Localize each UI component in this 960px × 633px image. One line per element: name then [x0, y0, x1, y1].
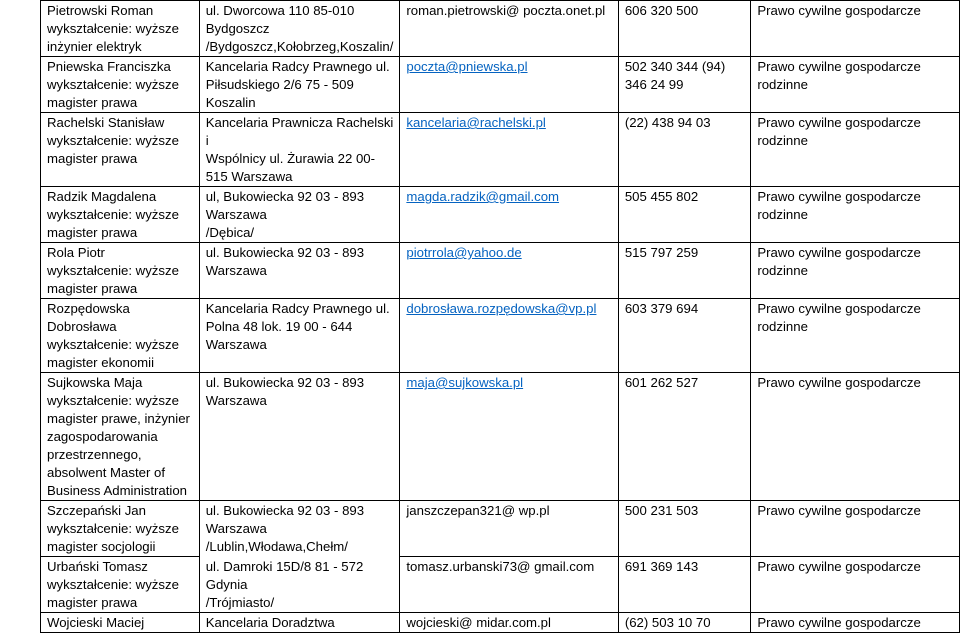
address-cell: Kancelaria Prawnicza Rachelski i Wspólnicy ul. Żurawia 22 00- 515 Warszawa: [199, 113, 400, 187]
name-cell: Urbański Tomasz wykształcenie: wyższe magister prawa: [41, 557, 200, 613]
name-cell: Pietrowski Roman wykształcenie: wyższe inżynier elektryk: [41, 1, 200, 57]
name-cell: Rachelski Stanisław wykształcenie: wyższe magister prawa: [41, 113, 200, 187]
phone-cell: 502 340 344 (94) 346 24 99: [618, 57, 751, 113]
phone-cell: 505 455 802: [618, 187, 751, 243]
address-cell: Kancelaria Doradztwa: [199, 613, 400, 633]
name-cell: Rozpędowska Dobrosława wykształcenie: wyższe magister ekonomii: [41, 299, 200, 373]
address-cell: Kancelaria Radcy Prawnego ul. Piłsudskiego 2/6 75 - 509 Koszalin: [199, 57, 400, 113]
lawyers-table: [40, 0, 960, 633]
address-cell: Kancelaria Radcy Prawnego ul. Polna 48 lok. 19 00 - 644 Warszawa: [199, 299, 400, 373]
specialization-cell: Prawo cywilne gospodarcze: [751, 613, 960, 633]
table-row: [41, 557, 960, 613]
address-cell: ul. Damroki 15D/8 81 - 572 Gdynia /Trójmiasto/: [199, 557, 400, 613]
name-cell: Wojcieski Maciej: [41, 613, 200, 633]
email-cell[interactable]: piotrrola@yahoo.de: [400, 243, 618, 299]
phone-cell: 601 262 527: [618, 373, 751, 501]
specialization-cell: Prawo cywilne gospodarcze: [751, 557, 960, 613]
phone-cell: 500 231 503: [618, 501, 751, 557]
phone-cell: 515 797 259: [618, 243, 751, 299]
phone-cell: 691 369 143: [618, 557, 751, 613]
email-cell: wojcieski@ midar.com.pl: [400, 613, 618, 633]
table-row: [41, 373, 960, 501]
name-cell: Sujkowska Maja wykształcenie: wyższe magister prawe, inżynier zagospodarowania przestrzennego, absolwent Master of Business Administration: [41, 373, 200, 501]
address-cell: ul. Bukowiecka 92 03 - 893 Warszawa: [199, 373, 400, 501]
specialization-cell: Prawo cywilne gospodarcze rodzinne: [751, 299, 960, 373]
name-cell: Pniewska Franciszka wykształcenie: wyższe magister prawa: [41, 57, 200, 113]
specialization-cell: Prawo cywilne gospodarcze rodzinne: [751, 243, 960, 299]
address-cell: ul. Dworcowa 110 85-010 Bydgoszcz /Bydgoszcz,Kołobrzeg,Koszalin/: [199, 1, 400, 57]
table-row: [41, 113, 960, 187]
table-row: [41, 613, 960, 633]
specialization-cell: Prawo cywilne gospodarcze: [751, 373, 960, 501]
specialization-cell: Prawo cywilne gospodarcze rodzinne: [751, 57, 960, 113]
specialization-cell: Prawo cywilne gospodarcze rodzinne: [751, 187, 960, 243]
phone-cell: 606 320 500: [618, 1, 751, 57]
phone-cell: (62) 503 10 70: [618, 613, 751, 633]
name-cell: Rola Piotr wykształcenie: wyższe magister prawa: [41, 243, 200, 299]
table-row: [41, 299, 960, 373]
name-cell: Radzik Magdalena wykształcenie: wyższe magister prawa: [41, 187, 200, 243]
email-cell: janszczepan321@ wp.pl: [400, 501, 618, 557]
email-cell: roman.pietrowski@ poczta.onet.pl: [400, 1, 618, 57]
email-cell[interactable]: magda.radzik@gmail.com: [400, 187, 618, 243]
specialization-cell: Prawo cywilne gospodarcze: [751, 1, 960, 57]
table-row: [41, 187, 960, 243]
phone-cell: (22) 438 94 03: [618, 113, 751, 187]
email-cell[interactable]: maja@sujkowska.pl: [400, 373, 618, 501]
address-cell: ul. Bukowiecka 92 03 - 893 Warszawa /Lublin,Włodawa,Chełm/: [199, 501, 400, 557]
table-row: [41, 57, 960, 113]
table-row: [41, 1, 960, 57]
email-cell[interactable]: poczta@pniewska.pl: [400, 57, 618, 113]
name-cell: Szczepański Jan wykształcenie: wyższe magister socjologii: [41, 501, 200, 557]
table-row: [41, 243, 960, 299]
email-cell[interactable]: dobrosława.rozpędowska@vp.pl: [400, 299, 618, 373]
specialization-cell: Prawo cywilne gospodarcze: [751, 501, 960, 557]
address-cell: ul. Bukowiecka 92 03 - 893 Warszawa: [199, 243, 400, 299]
address-cell: ul, Bukowiecka 92 03 - 893 Warszawa /Dębica/: [199, 187, 400, 243]
table-row: [41, 501, 960, 557]
specialization-cell: Prawo cywilne gospodarcze rodzinne: [751, 113, 960, 187]
email-cell[interactable]: kancelaria@rachelski.pl: [400, 113, 618, 187]
phone-cell: 603 379 694: [618, 299, 751, 373]
email-cell: tomasz.urbanski73@ gmail.com: [400, 557, 618, 613]
